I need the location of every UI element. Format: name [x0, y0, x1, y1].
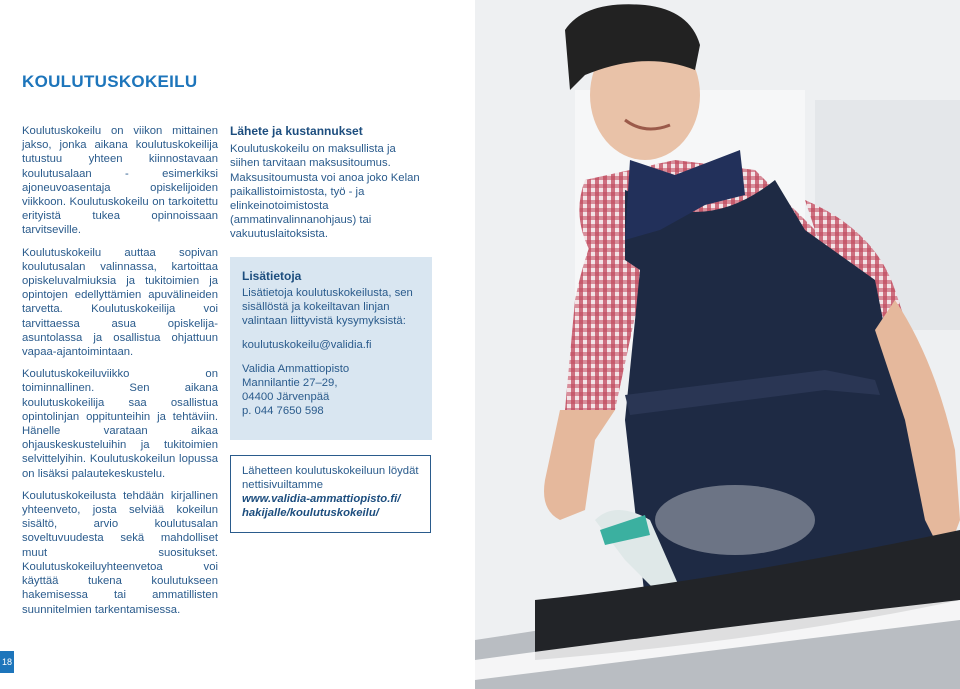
referral-section [230, 124, 426, 242]
address-line: Validia Ammattiopisto [242, 363, 350, 375]
website-link-line[interactable]: www.validia-ammattiopisto.fi/ [242, 493, 401, 505]
intro-column [22, 124, 218, 625]
intro-paragraph: Koulutuskokeilusta tehdään kirjallinen yhteenveto, josta selviää kokeilun sisältö, arvio koulutusalan soveltuvuudesta sekä mahdolliset muut suositukset. Koulutuskokeiluyhteenvetoa voi käyttää tukena koulutukseen hakemisessa tai ammatillisten suunnitelmien tarkentamisessa. [22, 489, 218, 616]
info-heading: Lisätietoja [242, 269, 302, 283]
link-box-text: Lähetteen koulutuskokeiluun löydät nettisivuiltamme [242, 465, 419, 491]
info-box [230, 257, 432, 440]
info-text: Lisätietoja koulutuskokeilusta, sen sisällöstä ja kokeiltavan linjan valintaan liittyvistä kysymyksistä: [242, 287, 413, 327]
website-link[interactable] [242, 492, 420, 520]
photo-student-ironing [475, 0, 960, 689]
contact-address [242, 362, 420, 418]
page-number: 18 [0, 651, 14, 673]
website-link-line[interactable]: hakijalle/koulutuskokeilu/ [242, 507, 379, 519]
referral-heading: Lähete ja kustannukset [230, 124, 363, 138]
referral-text: Koulutuskokeilu on maksullista ja siihen tarvitaan maksusitoumus. Maksusitoumusta voi anoa joko Kelan paikallistoimistosta, työ - ja elinkeinotoimistosta (ammatinvalinnanohjaus) tai vakuutuslaitoksista. [230, 143, 420, 241]
intro-paragraph: Koulutuskokeiluviikko on toiminnallinen. Sen aikana koulutuskokeilija saa osallistua opintolinjan oppitunteihin ja tehtäviin. Hänelle varataan aikaa ohjauskeskusteluihin ja tukitoimien selvittelyihin. Koulutuskokeilun lopussa on lisäksi palautekeskustelu. [22, 368, 218, 480]
address-line: Mannilantie 27–29, [242, 377, 338, 389]
link-box [230, 455, 431, 533]
contact-email[interactable]: koulutuskokeilu@validia.fi [242, 339, 372, 351]
page-title: KOULUTUSKOKEILU [22, 72, 198, 91]
address-line: 04400 Järvenpää [242, 391, 330, 403]
intro-paragraph: Koulutuskokeilu auttaa sopivan koulutusalan valinnassa, kartoittaa opiskeluvalmiuksia ja tukitoimien ja opintojen edellyttämien apuvälineiden tarvetta. Koulutuskokeilija voi tarvittaessa asua opiskelija-asuntolassa ja osallistua ohjattuun vapaa-ajantoimintaan. [22, 246, 218, 359]
address-line: p. 044 7650 598 [242, 405, 324, 417]
intro-paragraph: Koulutuskokeilu on viikon mittainen jakso, jonka aikana koulutuskokeilija tutustuu yhteen kiinnostavaan koulutusalaan - esimerkiksi ajoneuvoasentaja opiskelijoiden viikkoon. Koulutuskokeilu on tarkoitettu erityistä tukea opinnoissaan tarvitseville. [22, 125, 218, 237]
